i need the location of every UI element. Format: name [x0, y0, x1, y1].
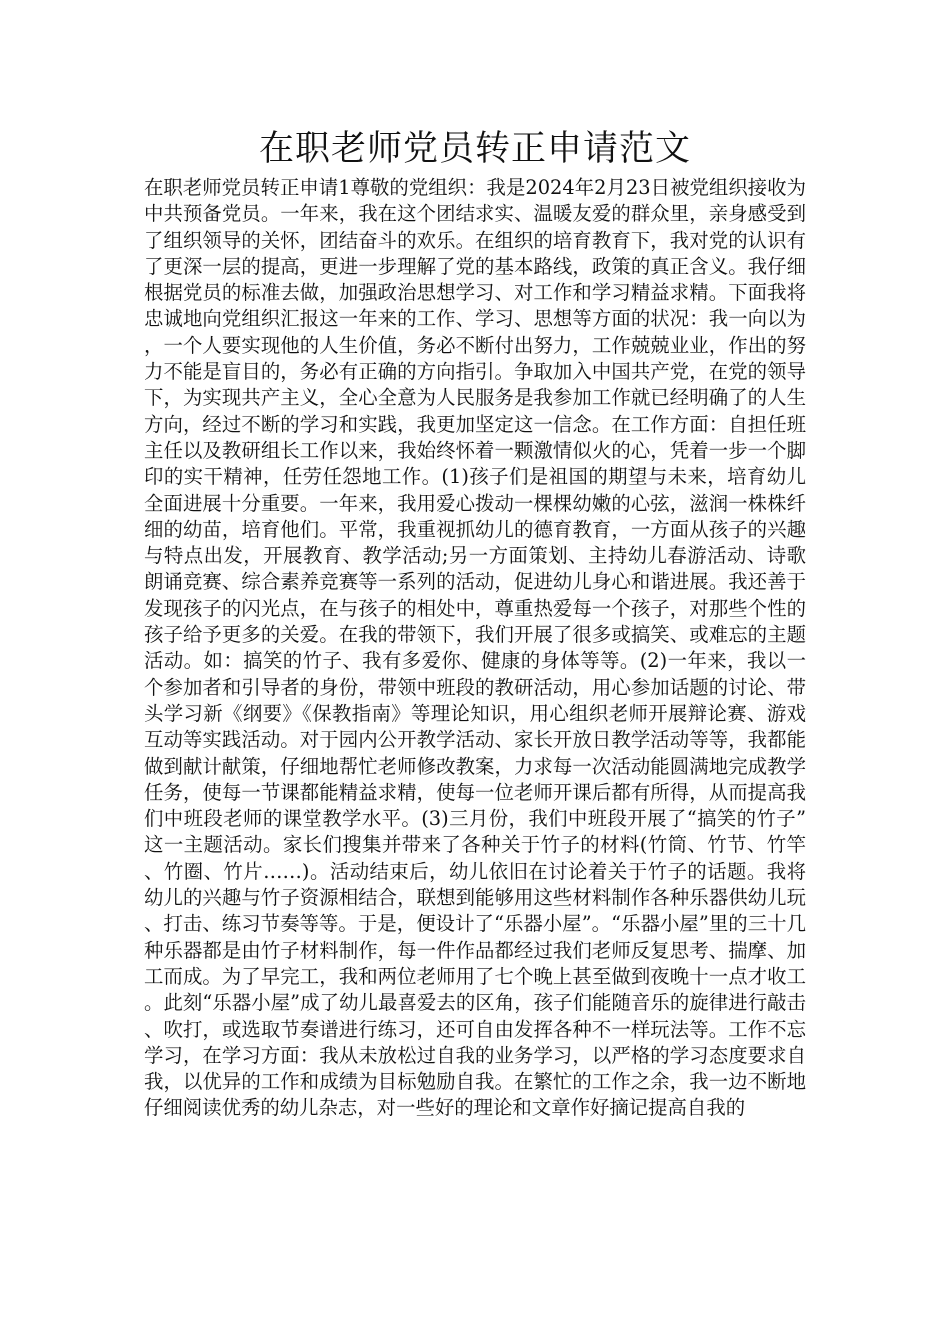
- document-body-text: 在职老师党员转正申请1尊敬的党组织：我是2024年2月23日被党组织接收为中共预备党员。一年来，我在这个团结求实、温暖友爱的群众里，亲身感受到了组织领导的关怀，团结奋斗的欢乐。在组织的培育教育下，我对党的认识有了更深一层的提高，更进一步理解了党的基本路线，政策的真正含义。我仔细根据党员的标准去做，加强政治思想学习、对工作和学习精益求精。下面我将忠诚地向党组织汇报这一年来的工作、学习、思想等方面的状况：我一向以为，一个人要实现他的人生价值，务必不断付出努力，工作兢兢业业，作出的努力不能是盲目的，务必有正确的方向指引。争取加入中国共产党，在党的领导下，为实现共产主义，全心全意为人民服务是我参加工作就已经明确了的人生方向，经过不断的学习和实践，我更加坚定这一信念。在工作方面：自担任班主任以及教研组长工作以来，我始终怀着一颗激情似火的心，凭着一步一个脚印的实干精神，任劳任怨地工作。(1)孩子们是祖国的期望与未来，培育幼儿全面进展十分重要。一年来，我用爱心拨动一棵棵幼嫩的心弦，滋润一株株纤细的幼苗，培育他们。平常，我重视抓幼儿的德育教育，一方面从孩子的兴趣与特点出发，开展教育、教学活动;另一方面策划、主持幼儿春游活动、诗歌朗诵竞赛、综合素养竞赛等一系列的活动，促进幼儿身心和谐进展。我还善于发现孩子的闪光点，在与孩子的相处中，尊重热爱每一个孩子，对那些个性的孩子给予更多的关爱。在我的带领下，我们开展了很多或搞笑、或难忘的主题活动。如：搞笑的竹子、我有多爱你、健康的身体等等。(2)一年来，我以一个参加者和引导者的身份，带领中班段的教研活动，用心参加话题的讨论、带头学习新《纲要》《保教指南》等理论知识，用心组织老师开展辩论赛、游戏互动等实践活动。对于园内公开教学活动、家长开放日教学活动等等，我都能做到献计献策，仔细地帮忙老师修改教案，力求每一次活动能圆满地完成教学任务，使每一节课都能精益求精，使每一位老师开课后都有所得，从而提高我们中班段老师的课堂教学水平。(3)三月份，我们中班段开展了“搞笑的竹子”这一主题活动。家长们搜集并带来了各种关于竹子的材料(竹筒、竹节、竹竿、竹圈、竹片……)。活动结束后，幼儿依旧在讨论着关于竹子的话题。我将幼儿的兴趣与竹子资源相结合，联想到能够用这些材料制作各种乐器供幼儿玩、打击、练习节奏等等。于是，便设计了“乐器小屋”。“乐器小屋”里的三十几种乐器都是由竹子材料制作，每一件作品都经过我们老师反复思考、揣摩、加工而成。为了早完工，我和两位老师用了七个晚上甚至做到夜晚十一点才收工。此刻“乐器小屋”成了幼儿最喜爱去的区角，孩子们能随音乐的旋律进行敲击、吹打，或选取节奏谱进行练习，还可自由发挥各种不一样玩法等。工作不忘学习，在学习方面：我从未放松过自我的业务学习，以严格的学习态度要求自我，以优异的工作和成绩为目标勉励自我。在繁忙的工作之余，我一边不断地仔细阅读优秀的幼儿杂志，对一些好的理论和文章作好摘记提高自我的: [144, 176, 806, 1120]
- document-title: 在职老师党员转正申请范文: [258, 129, 691, 169]
